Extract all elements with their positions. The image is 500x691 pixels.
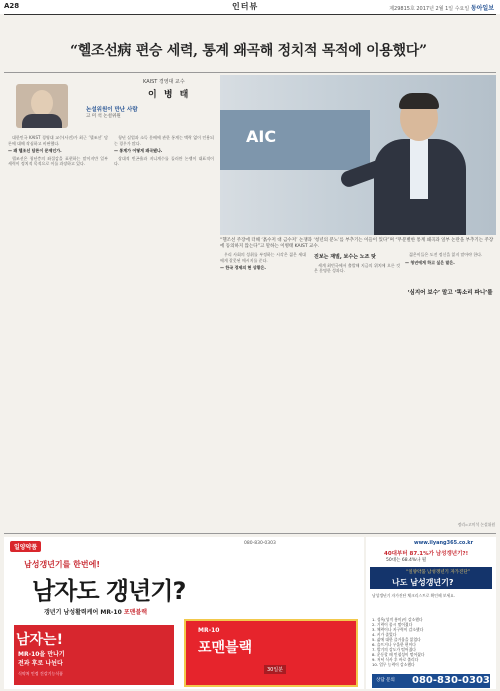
checklist-item: 6. 슬프거나 우울한 편이다	[372, 642, 416, 647]
checklist-item: 7. 발기의 강도가 떨어졌다	[372, 647, 416, 652]
issue-number: 제29815호	[389, 6, 415, 12]
ad-hotline: 080-830-0303	[244, 541, 276, 546]
phone-label: 상담 문의	[376, 678, 395, 683]
divider	[4, 533, 496, 534]
paragraph: 젊은이들은 도전 정신을 잃지 말아야 한다.	[409, 252, 483, 257]
pull-quote: ‘심지어 보수’ 말고 ‘똑소리 파니’를	[407, 290, 493, 296]
ad-slogan-line: 전과 후로 나뉜다	[18, 660, 63, 667]
ad-description: 남성갱년기 자가진단 체크리스트로 확인해 보세요.	[372, 593, 456, 598]
article-column-1	[8, 135, 108, 530]
ad-banner-small: “일양약품 남성갱년기 자가진단”	[406, 570, 471, 575]
paragraph: 세계 최빈국에서 출발해 지금의 위치에 오른 것은 분명한 성과다.	[314, 262, 400, 274]
photo-caption: “헬조선 주장에 더해 ‘흙수저 대 금수저’ 논쟁과 ‘청년의 분노’를 부추기는 이들이 있다”며 “무분별한 통계 왜곡과 일부 논란을 부추기는 주장에 동의하지 않는다”고 말하는 이병태 KAIST 교수.	[220, 238, 494, 249]
paragraph: 헬조선은 청년층의 좌절감을 표현하는 말이지만 일부 세력이 정치적 목적으로 이를 과장하고 있다.	[8, 155, 108, 167]
paper-name: 동아일보	[470, 5, 494, 12]
moderator-photo	[16, 84, 68, 128]
article-column-2	[114, 135, 214, 530]
section-title: 인터뷰	[232, 2, 259, 11]
checklist-item: 3. 체력이나 지구력이 감소했다	[372, 627, 424, 632]
interviewee-card	[8, 78, 218, 130]
checklist-item: 4. 키가 줄었다	[372, 632, 397, 637]
checklist-item: 5. 삶에 대한 즐거움을 잃었다	[372, 637, 421, 642]
question: — 한국 경제의 현 상황은.	[220, 265, 266, 271]
byline: 정리=고미석 논설위원	[457, 522, 495, 527]
ad-title: 남자도 갱년기?	[32, 577, 186, 605]
divider	[4, 72, 496, 73]
ad-box-title: 포맨블랙	[198, 640, 253, 656]
ad-stat-title: 40대부터 87.1%가 남성갱년기?!	[384, 551, 469, 557]
checklist-item: 9. 저녁 식사 후 바로 졸리다	[372, 657, 419, 662]
paragraph: 청년 실업과 소득 분배에 관한 통계는 맥락 없이 인용되는 경우가 많다.	[114, 135, 214, 146]
ad-product-line: 갱년기 남성활력케어 MR-10 포맨블랙	[44, 609, 148, 616]
question: — 왜 헬조선 담론이 문제인가.	[8, 148, 62, 154]
advertisement-left[interactable]	[4, 537, 364, 689]
ad-product-name: 포맨블랙	[123, 609, 148, 616]
paragraph: 우리 사회의 성취를 부정하는 시각은 젊은 세대에게 잘못된 메시지를 준다.	[220, 252, 306, 263]
divider	[4, 14, 496, 15]
ad-slogan-line: MR-10을 만나기	[18, 651, 65, 658]
moderator-name: 고 미 석 논설위원	[86, 114, 121, 119]
question: — 청년에게 하고 싶은 말은.	[405, 259, 455, 265]
headline: “헬조선病 편승 세력, 통계 왜곡해 정치적 목적에 이용했다”	[70, 43, 427, 59]
interviewee-role: KAIST 경영대 교수	[143, 79, 185, 85]
photo-sign-text: AIC	[246, 127, 277, 146]
checklist-item: 8. 운동할 때 민첩성이 떨어졌다	[372, 652, 425, 657]
checklist-item: 10. 업무 능력이 감소했다	[372, 662, 415, 667]
ad-banner-title: 나도 남성갱년기?	[392, 578, 454, 587]
ad-certification: 식약처 인정 건강기능식품	[18, 671, 64, 676]
ad-subtitle: 남성갱년기를 한번에!	[24, 560, 100, 569]
article-column-3	[220, 252, 306, 530]
article-column-4	[314, 252, 400, 530]
ad-slogan: 남자는!	[16, 632, 63, 648]
date-line	[389, 3, 494, 12]
page-number: A28	[4, 2, 20, 10]
date: 2017년 2월 1일 수요일	[416, 6, 470, 12]
paragraph: 상대적 빈곤율과 지니계수를 둘러싼 논쟁이 대표적이다.	[114, 155, 214, 167]
interviewee-name: 이 병 태	[148, 90, 191, 100]
phone-number[interactable]: 080-830-0303	[412, 675, 490, 686]
subheading: 진보는 재벌, 보수는 노조 탓	[314, 254, 376, 260]
checklist	[372, 617, 490, 667]
checklist-item: 2. 기력이 몹시 떨어졌다	[372, 622, 413, 627]
column-label: 논설위원이 만난 사람	[86, 107, 138, 113]
ad-box-tag: 30일분	[264, 665, 286, 674]
question: — 통계가 어떻게 왜곡됐나.	[114, 148, 163, 154]
ad-box-label: MR-10	[198, 627, 220, 634]
advertisement-right[interactable]	[366, 537, 496, 689]
checklist-item: 1. 성욕(성적 흥미)이 감소했다	[372, 617, 423, 622]
ad-brand-logo: 일양약품	[10, 541, 41, 552]
ad-stat-subtitle: 50대는 68.4%나 될	[386, 558, 427, 563]
interview-photo	[220, 75, 496, 235]
paragraph: 대한민국 KAIST 경영대 교수(사진)가 최근 ‘헬조선’ 담론에 대해 작심하고 비판했다.	[8, 135, 108, 146]
ad-url[interactable]: www.ilyang365.co.kr	[414, 540, 474, 546]
